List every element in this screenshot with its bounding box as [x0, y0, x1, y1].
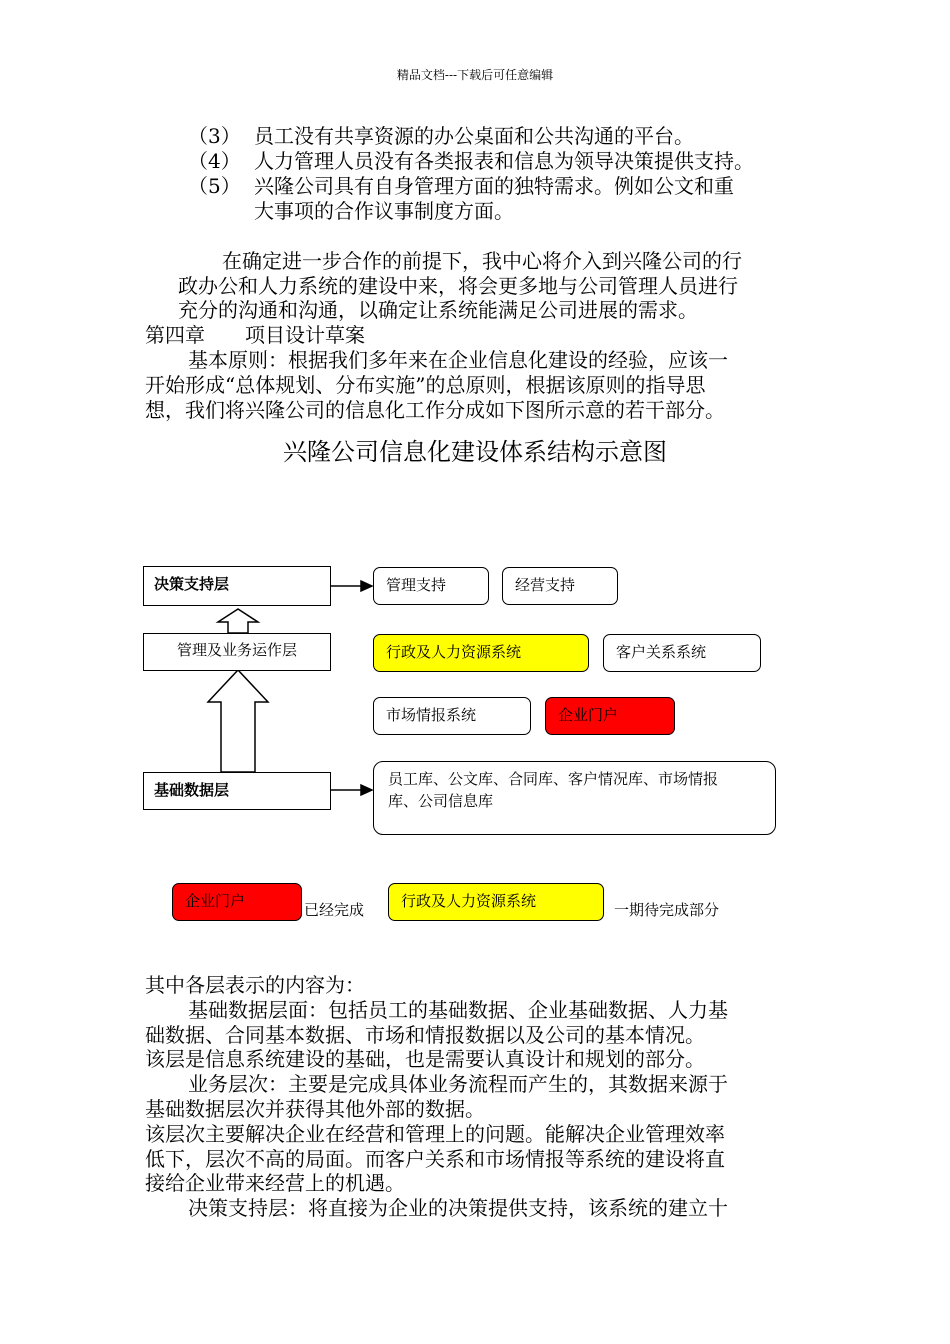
box-biz-support: 经营支持	[502, 567, 618, 605]
legend-red-label: 已经完成	[304, 901, 365, 919]
item-5-text: 兴隆公司具有自身管理方面的独特需求。例如公文和重	[254, 174, 734, 198]
layer-decision: 决策支持层	[143, 566, 331, 606]
box-databases-line1: 员工库、公文库、合同库、客户情况库、市场情报	[388, 770, 719, 788]
legend-red-box: 企业门户	[172, 883, 302, 921]
layer-operation: 管理及业务运作层	[143, 633, 331, 671]
arrow-up-large	[208, 670, 268, 772]
para3-line5: 业务层次：主要是完成具体业务流程而产生的，其数据来源于	[188, 1072, 728, 1096]
legend-yellow-label: 一期待完成部分	[614, 901, 720, 919]
para1-line3: 充分的沟通和沟通，以确定让系统能满足公司进展的需求。	[178, 298, 698, 322]
chapter-number: 第四章	[145, 323, 205, 347]
arrow-base-right-head	[361, 785, 372, 795]
box-databases-line2: 库、公司信息库	[388, 792, 494, 810]
para3-line7: 该层次主要解决企业在经营和管理上的问题。能解决企业管理效率	[145, 1122, 725, 1146]
box-mgmt-support: 管理支持	[373, 567, 489, 605]
box-market: 市场情报系统	[373, 697, 531, 735]
page-header: 精品文档---下载后可任意编辑	[396, 68, 554, 82]
item-5-text-cont: 大事项的合作议事制度方面。	[254, 199, 514, 223]
para3-line10: 决策支持层：将直接为企业的决策提供支持，该系统的建立十	[188, 1196, 728, 1220]
para3-line8: 低下，层次不高的局面。而客户关系和市场情报等系统的建设将直	[145, 1147, 725, 1171]
para1-line1: 在确定进一步合作的前提下，我中心将介入到兴隆公司的行	[222, 249, 742, 273]
arrow-up-small	[218, 609, 258, 633]
arrow-decision-right-head	[361, 581, 372, 591]
para2-line1: 基本原则：根据我们多年来在企业信息化建设的经验，应该一	[188, 348, 728, 372]
chapter-title: 项目设计草案	[245, 323, 365, 347]
para3-line3: 础数据、合同基本数据、市场和情报数据以及公司的基本情况。	[145, 1023, 705, 1047]
para2-line2: 开始形成“总体规划、分布实施”的总原则，根据该原则的指导思	[145, 373, 706, 397]
para3-line2: 基础数据层面：包括员工的基础数据、企业基础数据、人力基	[188, 998, 728, 1022]
para3-line4: 该层是信息系统建设的基础，也是需要认真设计和规划的部分。	[145, 1047, 705, 1071]
para2-line3: 想，我们将兴隆公司的信息化工作分成如下图所示意的若干部分。	[145, 398, 725, 422]
para3-line6: 基础数据层次并获得其他外部的数据。	[145, 1097, 485, 1121]
item-4-num: （4）	[188, 149, 241, 173]
para1-line2: 政办公和人力系统的建设中来，将会更多地与公司管理人员进行	[178, 274, 738, 298]
layer-base: 基础数据层	[143, 772, 331, 810]
legend-yellow-box: 行政及人力资源系统	[388, 883, 604, 921]
para3-line9: 接给企业带来经营上的机遇。	[145, 1171, 405, 1195]
item-3-text: 员工没有共享资源的办公桌面和公共沟通的平台。	[254, 124, 694, 148]
item-4-text: 人力管理人员没有各类报表和信息为领导决策提供支持。	[254, 149, 754, 173]
box-crm: 客户关系系统	[603, 634, 761, 672]
box-hr-system: 行政及人力资源系统	[373, 634, 589, 672]
box-databases	[373, 761, 776, 835]
box-portal: 企业门户	[545, 697, 675, 735]
item-3-num: （3）	[188, 124, 241, 148]
para3-line1: 其中各层表示的内容为：	[145, 973, 365, 997]
item-5-num: （5）	[188, 174, 241, 198]
diagram-title: 兴隆公司信息化建设体系结构示意图	[283, 438, 667, 466]
